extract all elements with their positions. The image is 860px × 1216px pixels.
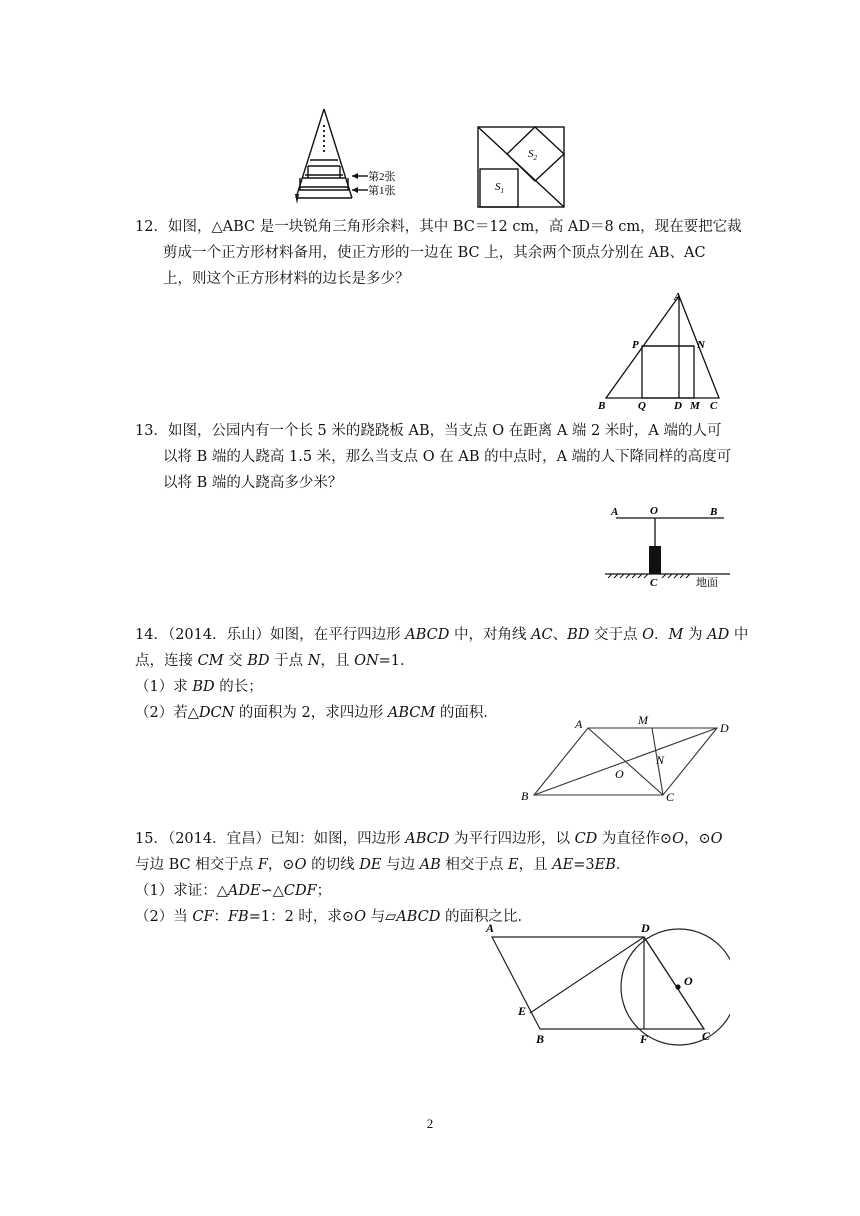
circle-parallelogram-figure xyxy=(480,916,730,1050)
parallelogram-figure xyxy=(512,712,738,804)
label-m: M xyxy=(690,400,700,412)
q12-line-1: 12．如图，△ABC 是一块锐角三角形余料，其中 BC＝12 cm，高 AD＝8 cm，现在要把它裁 xyxy=(135,219,742,235)
q12-line-2: 剪成一个正方形材料备用，使正方形的一边在 BC 上，其余两个顶点分别在 AB、AC xyxy=(163,245,706,261)
label-q: Q xyxy=(638,400,646,412)
q15-sub-1: （1）求证：△ADE∽△CDF； xyxy=(135,883,332,899)
label-o: O xyxy=(650,505,658,517)
label-d: D xyxy=(674,400,682,412)
label-a: A xyxy=(611,506,619,518)
q13-line-1: 13．如图，公园内有一个长 5 米的跷跷板 AB，当支点 O 在距离 A 端 2 米时，A 端的人可 xyxy=(135,423,722,439)
label-o: O xyxy=(684,974,693,988)
question-13 xyxy=(135,418,735,496)
label-b: B xyxy=(521,789,529,803)
q14-sub-2: （2）若△DCN 的面积为 2，求四边形 ABCM 的面积． xyxy=(135,705,498,721)
q14-line-2: 点，连接 CM 交 BD 于点 N，且 ON=1． xyxy=(135,653,415,669)
q14-sub-1: （1）求 BD 的长； xyxy=(135,679,263,695)
label-b: B xyxy=(598,400,606,412)
q15-line-2: 与边 BC 相交于点 F，⊙O 的切线 DE 与边 AB 相交于点 E，且 AE=3EB． xyxy=(135,857,631,873)
question-14 xyxy=(135,622,749,726)
q13-line-2: 以将 B 端的人跷高 1.5 米，那么当支点 O 在 AB 的中点时，A 端的人下降同样的高度可 xyxy=(163,449,732,465)
q12-line-3: 上，则这个正方形材料的边长是多少？ xyxy=(163,271,410,287)
strip-label-2: 第2张 xyxy=(368,171,396,183)
paper-strips-figure xyxy=(290,104,420,208)
question-12 xyxy=(135,214,742,292)
label-d: D xyxy=(720,721,729,735)
label-o: O xyxy=(615,767,624,781)
strip-label-1: 第1张 xyxy=(368,185,396,197)
q15-line-1: 15．（2014．宜昌）已知：如图，四边形 ABCD 为平行四边形，以 CD 为直径作⊙O，⊙O xyxy=(135,831,723,847)
label-d: D xyxy=(641,921,650,935)
question-15 xyxy=(135,826,735,930)
q13-line-3: 以将 B 端的人跷高多少米？ xyxy=(163,475,343,491)
q14-line-1: 14．（2014．乐山）如图，在平行四边形 ABCD 中，对角线 AC、BD 交于点 O．M 为 AD 中 xyxy=(135,627,749,643)
page-number: 2 xyxy=(426,1116,434,1131)
q15-sub-2: （2）当 CF：FB=1：2 时，求⊙O 与▱ABCD 的面积之比． xyxy=(135,909,532,925)
label-p: P xyxy=(632,339,639,351)
label-m: M xyxy=(638,713,648,727)
label-a: A xyxy=(674,291,682,303)
label-a: A xyxy=(575,717,583,731)
seesaw-figure xyxy=(600,500,735,592)
label-b: B xyxy=(710,506,718,518)
label-ground: 地面 xyxy=(696,577,718,589)
label-a: A xyxy=(486,921,495,935)
triangle-square-figure xyxy=(594,288,730,414)
label-s1: $S_1$ xyxy=(495,181,504,195)
label-n: N xyxy=(697,339,705,351)
label-e: E xyxy=(518,1004,527,1018)
label-c: C xyxy=(650,577,658,589)
label-c: C xyxy=(710,400,718,412)
inscribed-squares-figure xyxy=(474,124,568,210)
label-f: F xyxy=(640,1032,649,1046)
label-n: N xyxy=(656,753,665,767)
label-c: C xyxy=(702,1029,711,1043)
label-b: B xyxy=(536,1032,545,1046)
label-c: C xyxy=(666,790,675,804)
label-s2: $S_2$ xyxy=(528,148,537,162)
